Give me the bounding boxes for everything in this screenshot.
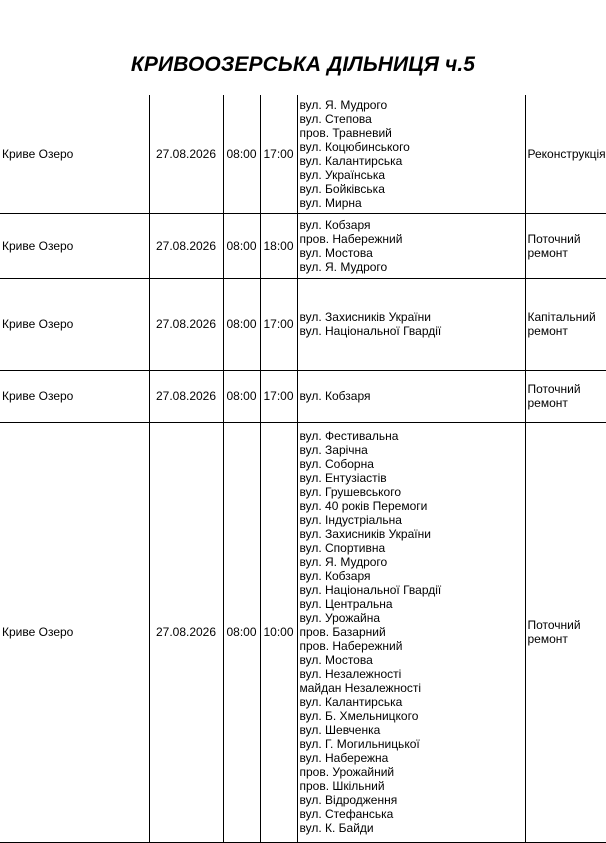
street-item: вул. Шевченка xyxy=(299,723,381,737)
streets-cell xyxy=(297,213,525,278)
street-item: вул. Мостова xyxy=(299,653,373,667)
street-item: пров. Базарний xyxy=(299,625,386,639)
date-cell: 27.08.2026 xyxy=(149,213,223,278)
street-item: вул. Українська xyxy=(299,167,386,182)
street-item: пров. Набережний xyxy=(299,639,403,653)
locality-cell: Криве Озеро xyxy=(0,422,149,842)
street-item: пров. Травневий xyxy=(299,125,392,140)
street-item: вул. Ентузіастів xyxy=(299,471,387,485)
date-cell: 27.08.2026 xyxy=(149,278,223,370)
table-row xyxy=(0,370,606,422)
street-item: вул. Коцюбинського xyxy=(299,139,410,154)
street-item: вул. Національної Гвардії xyxy=(299,324,442,338)
locality-cell: Криве Озеро xyxy=(0,95,149,213)
streets-cell xyxy=(297,422,525,842)
start-time-cell: 08:00 xyxy=(223,422,260,842)
work-type-cell: Поточний ремонт xyxy=(525,370,606,422)
street-item: вул. Індустріальна xyxy=(299,513,402,527)
table-row xyxy=(0,95,606,213)
start-time-cell: 08:00 xyxy=(223,95,260,213)
street-item: вул. Фестивальна xyxy=(299,429,399,443)
locality-cell: Криве Озеро xyxy=(0,370,149,422)
street-item: вул. Кобзаря xyxy=(299,569,371,583)
street-item: вул. 40 років Перемоги xyxy=(299,499,428,513)
street-item: вул. Відродження xyxy=(299,793,398,807)
table-row xyxy=(0,422,606,842)
street-item: вул. Бойківська xyxy=(299,181,385,196)
street-item: вул. Урожайна xyxy=(299,611,381,625)
street-item: пров. Набережний xyxy=(299,231,403,246)
street-item: вул. Зарічна xyxy=(299,443,368,457)
street-item: вул. Я. Мудрого xyxy=(299,97,388,112)
table-row xyxy=(0,213,606,278)
street-item: вул. Калантирська xyxy=(299,153,403,168)
start-time-cell: 08:00 xyxy=(223,370,260,422)
street-item: вул. Незалежності xyxy=(299,667,402,681)
street-item: майдан Незалежності xyxy=(299,681,422,695)
street-item: вул. Калантирська xyxy=(299,695,403,709)
outage-schedule-table xyxy=(0,95,606,843)
date-cell: 27.08.2026 xyxy=(149,422,223,842)
street-item: пров. Урожайний xyxy=(299,765,395,779)
street-item: вул. Набережна xyxy=(299,751,389,765)
street-item: вул. К. Байди xyxy=(299,821,374,835)
end-time-cell: 10:00 xyxy=(260,422,297,842)
table-row xyxy=(0,278,606,370)
street-item: вул. Кобзаря xyxy=(299,217,371,232)
street-item: вул. Мирна xyxy=(299,195,362,210)
street-item: пров. Шкільний xyxy=(299,779,385,793)
work-type-cell: Реконструкція xyxy=(525,95,606,213)
start-time-cell: 08:00 xyxy=(223,278,260,370)
street-item: вул. Захисників України xyxy=(299,310,431,324)
street-item: вул. Грушевського xyxy=(299,485,402,499)
locality-cell: Криве Озеро xyxy=(0,213,149,278)
street-item: вул. Національної Гвардії xyxy=(299,583,442,597)
street-item: вул. Мостова xyxy=(299,245,373,260)
street-item: вул. Я. Мудрого xyxy=(299,555,388,569)
street-item: вул. Б. Хмельницкого xyxy=(299,709,419,723)
streets-cell xyxy=(297,278,525,370)
page-title: КРИВООЗЕРСЬКА ДІЛЬНИЦЯ ч.5 xyxy=(130,53,476,76)
end-time-cell: 17:00 xyxy=(260,370,297,422)
start-time-cell: 08:00 xyxy=(223,213,260,278)
locality-cell: Криве Озеро xyxy=(0,278,149,370)
work-type-cell: Поточний ремонт xyxy=(525,213,606,278)
street-item: вул. Спортивна xyxy=(299,541,386,555)
street-item: вул. Соборна xyxy=(299,457,374,471)
end-time-cell: 18:00 xyxy=(260,213,297,278)
street-item: вул. Кобзаря xyxy=(299,389,371,403)
street-item: вул. Степова xyxy=(299,111,372,126)
street-item: вул. Стефанська xyxy=(299,807,394,821)
streets-cell xyxy=(297,95,525,213)
streets-cell xyxy=(297,370,525,422)
date-cell: 27.08.2026 xyxy=(149,370,223,422)
work-type-cell: Поточний ремонт xyxy=(525,422,606,842)
street-item: вул. Захисників України xyxy=(299,527,431,541)
street-item: вул. Г. Могильницької xyxy=(299,737,420,751)
end-time-cell: 17:00 xyxy=(260,278,297,370)
street-item: вул. Центральна xyxy=(299,597,393,611)
end-time-cell: 17:00 xyxy=(260,95,297,213)
date-cell: 27.08.2026 xyxy=(149,95,223,213)
street-item: вул. Я. Мудрого xyxy=(299,259,388,274)
work-type-cell: Капітальний ремонт xyxy=(525,278,606,370)
